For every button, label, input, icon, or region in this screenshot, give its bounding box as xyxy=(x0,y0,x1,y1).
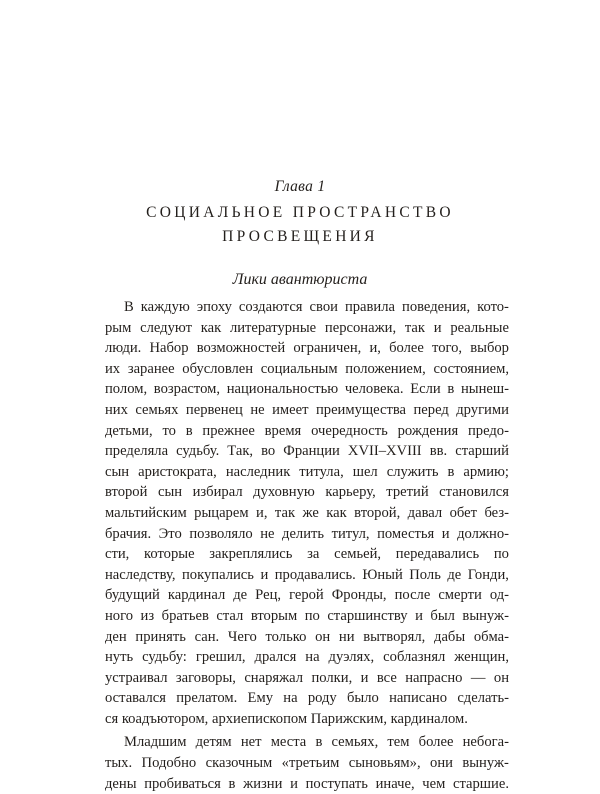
text-line: тых. Подобно сказочным «третьим сыновьям», они вынуж- xyxy=(105,755,509,772)
paragraph xyxy=(105,732,509,794)
text-line: будущий кардинал де Рец, герой Фронды, после смерти од- xyxy=(105,587,509,604)
text-line: нуть судьбу: грешил, дрался на дуэлях, соблазнял женщин, xyxy=(105,649,509,666)
chapter-title-line: СОЦИАЛЬНОЕ ПРОСТРАНСТВО xyxy=(146,204,454,221)
text-line: их заранее обусловлен социальным положением, состоянием, xyxy=(105,360,509,377)
paragraph xyxy=(105,297,509,729)
text-line: полом, возрастом, национальностью человека. Если в нынеш- xyxy=(105,381,509,398)
text-line: детьми, то в прежнее время очередность рождения предо- xyxy=(105,422,509,439)
text-line: рым следуют как литературные персонажи, так и реальные xyxy=(105,319,509,336)
section-title: Лики авантюриста xyxy=(232,271,368,288)
text-line: В каждую эпоху создаются свои правила поведения, кото- xyxy=(124,299,509,315)
text-line: ден принять сан. Чего только он ни вытворял, дабы обма- xyxy=(105,628,509,645)
text-line: мальтийским рыцарем и, так же как второй, давал обет без- xyxy=(105,504,509,521)
text-line: них семьях первенец не имеет преимущества перед другими xyxy=(105,401,509,418)
chapter-title-line: ПРОСВЕЩЕНИЯ xyxy=(222,228,378,245)
text-line: устраивал заговоры, снаряжал полки, и все напрасно — он xyxy=(105,669,509,686)
text-line: сти, которые закреплялись за семьей, передавались по xyxy=(105,546,509,563)
text-line: второй сын избирал духовную карьеру, третий становился xyxy=(105,484,509,501)
text-line: ного из братьев стал вторым по старшинству и был вынуж- xyxy=(105,607,509,624)
text-line: сын аристократа, наследник титула, шел служить в армию; xyxy=(105,463,509,480)
text-line: ся коадъютором, архиепископом Парижским, кардиналом. xyxy=(105,710,468,727)
chapter-label: Глава 1 xyxy=(274,178,326,195)
text-line: люди. Набор возможностей ограничен, и, более того, выбор xyxy=(105,340,509,357)
text-line: брачия. Это позволяло не делить титул, поместья и должно- xyxy=(105,525,509,542)
chapter-title xyxy=(0,201,600,249)
text-line: дены пробиваться в жизни и поступать иначе, чем старшие. xyxy=(105,775,509,792)
text-line: пределяла судьбу. Так, во Франции XVII–XVIII вв. старший xyxy=(105,443,509,460)
body-text xyxy=(105,297,509,794)
text-line: оставался прелатом. Ему на роду было написано сделать- xyxy=(105,690,509,707)
text-line: Младшим детям нет места в семьях, тем более небога- xyxy=(124,734,509,751)
text-line: наследству, покупались и продавались. Юный Поль де Гонди, xyxy=(105,566,509,583)
